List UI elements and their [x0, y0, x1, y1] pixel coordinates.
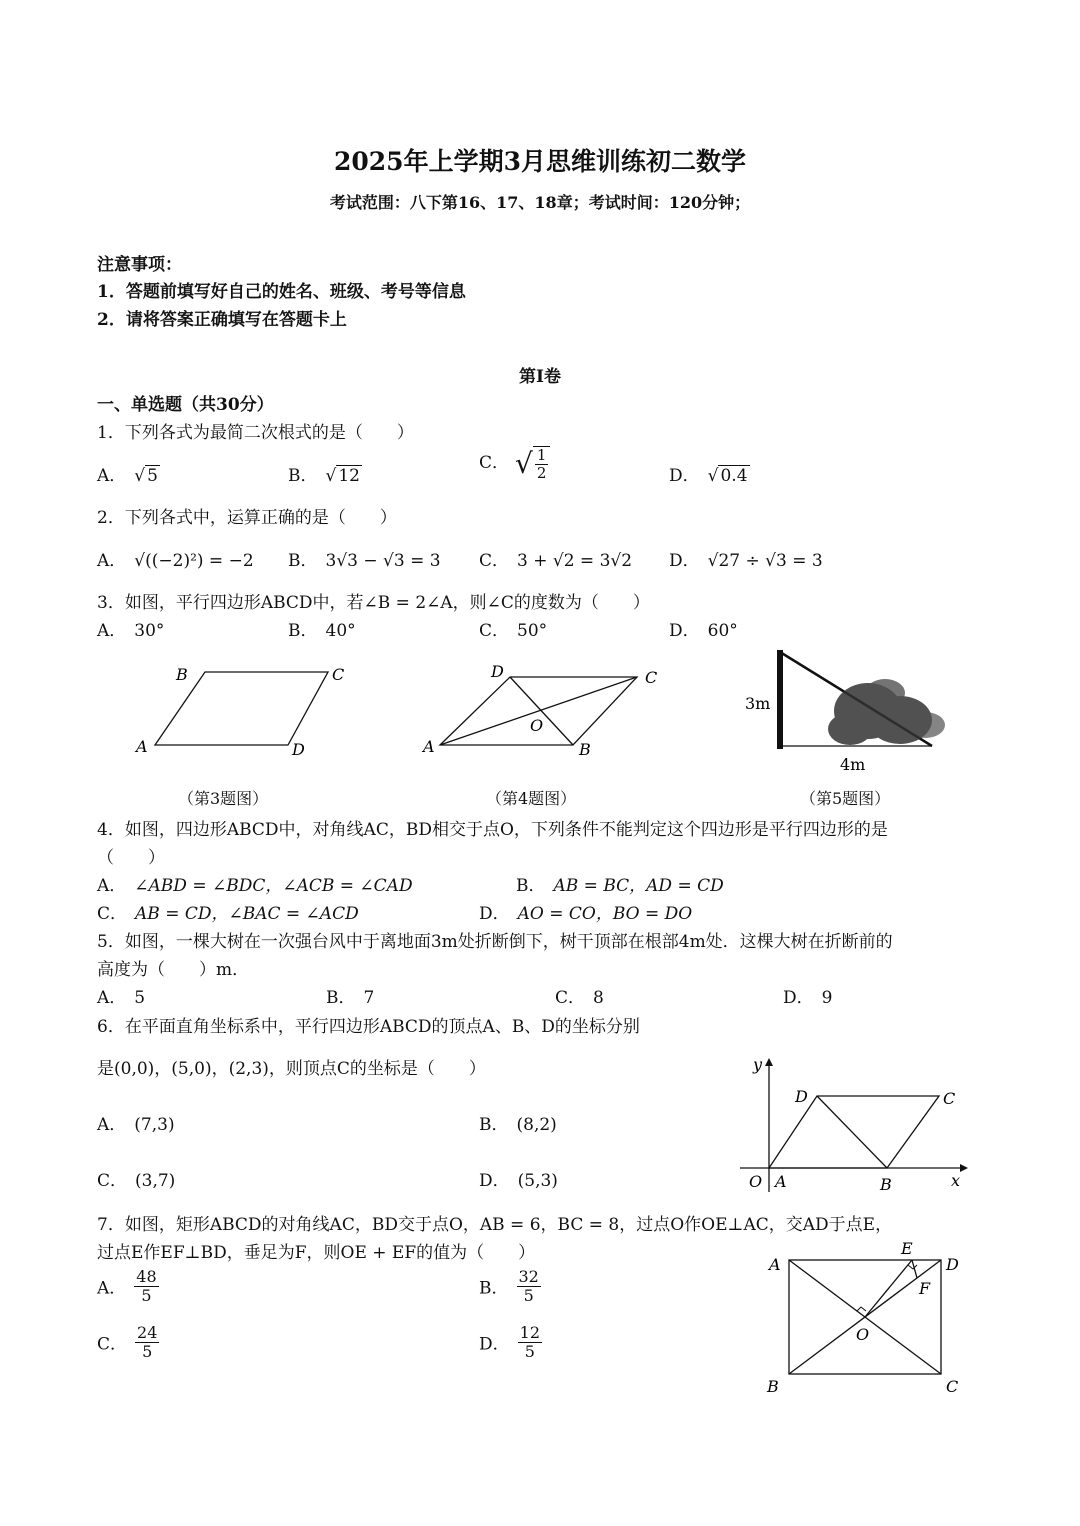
fig7-label-b: B — [767, 1377, 779, 1396]
fig6-label-o: O — [749, 1172, 763, 1191]
fig7-label-c: C — [946, 1377, 959, 1396]
fig4-label-o: O — [530, 716, 544, 735]
q5-option-a: A． 5 — [97, 988, 146, 1008]
q6-option-a: A． (7,3) — [97, 1115, 175, 1135]
fig6-label-c: C — [943, 1089, 956, 1108]
q3-option-d: D． 60° — [669, 621, 738, 641]
figure-4-quadrilateral — [415, 655, 675, 765]
fig3-label-c: C — [332, 665, 345, 684]
caption-fig-5: （第5题图） — [800, 789, 891, 808]
figure-3-parallelogram — [120, 650, 360, 765]
q6-option-b: B． (8,2) — [479, 1115, 557, 1135]
fig7-label-f: F — [919, 1279, 931, 1298]
fig6-label-d: D — [795, 1087, 808, 1106]
fig3-label-b: B — [176, 665, 188, 684]
question-3-stem: 3．如图，平行四边形ABCD中，若∠B = 2∠A，则∠C的度数为（ ） — [97, 593, 650, 613]
q1-option-a: A． √ 5 — [97, 466, 158, 486]
fig6-label-b: B — [880, 1175, 892, 1194]
q1-a-radicand: 5 — [147, 466, 158, 486]
note-item-2: 2．请将答案正确填写在答题卡上 — [97, 310, 347, 330]
q2-option-d: D． √27 ÷ √3 = 3 — [669, 551, 823, 571]
q4-option-d: D． AO = CO，BO = DO — [479, 904, 693, 924]
fig7-label-o: O — [856, 1325, 870, 1344]
fig6-label-x: x — [951, 1171, 961, 1190]
fig4-label-d: D — [491, 662, 504, 681]
question-7-stem-cont: 过点E作EF⊥BD，垂足为F，则OE + EF的值为（ ） — [97, 1243, 536, 1263]
caption-fig-3: （第3题图） — [178, 789, 269, 808]
page-title: 2025年上学期3月思维训练初二数学 — [334, 147, 746, 176]
q5-option-b: B． 7 — [326, 988, 375, 1008]
volume-label: 第I卷 — [519, 367, 561, 387]
q4-option-b: B． AB = BC，AD = CD — [516, 876, 724, 896]
q4-option-a: A． ∠ABD = ∠BDC，∠ACB = ∠CAD — [97, 876, 413, 896]
q3-option-c: C． 50° — [479, 621, 548, 641]
q2-option-c: C． 3 + √2 = 3√2 — [479, 551, 633, 571]
q1-option-b: B． √ 12 — [288, 466, 360, 486]
q7-option-a: A． $\frac{48}{5}$ — [97, 1267, 157, 1305]
fig4-label-b: B — [579, 740, 591, 759]
figure-5-broken-tree — [740, 645, 980, 777]
fig5-label-distance: 4m — [840, 755, 866, 774]
question-6-stem: 6．在平面直角坐标系中，平行四边形ABCD的顶点A、B、D的坐标分别 — [97, 1017, 640, 1037]
question-7-stem: 7．如图，矩形ABCD的对角线AC，BD交于点O，AB = 6，BC = 8，过点O作OE⊥AC，交AD于点E， — [97, 1215, 893, 1235]
question-5-stem: 5．如图，一棵大树在一次强台风中于离地面3m处折断倒下，树干顶部在根部4m处．这棵大树在折断前的 — [97, 932, 893, 952]
notes-heading: 注意事项： — [97, 255, 182, 275]
q5-option-d: D． 9 — [783, 988, 833, 1008]
figure-6-coordinate-plane — [735, 1052, 975, 1197]
section-title: 一、单选题（共30分） — [97, 395, 274, 415]
exam-scope: 考试范围：八下第16、17、18章；考试时间：120分钟； — [329, 193, 751, 212]
fig7-label-d: D — [946, 1255, 959, 1274]
q7-option-c: C． $\frac{24}{5}$ — [97, 1323, 158, 1361]
figure-7-rectangle — [755, 1236, 980, 1396]
fig4-label-c: C — [645, 668, 658, 687]
q5-option-c: C． 8 — [555, 988, 604, 1008]
q4-option-c: C． AB = CD，∠BAC = ∠ACD — [97, 904, 359, 924]
caption-fig-4: （第4题图） — [486, 789, 577, 808]
q7-option-d: D． $\frac{12}{5}$ — [479, 1323, 540, 1361]
question-4-stem: 4．如图，四边形ABCD中，对角线AC，BD相交于点O，下列条件不能判定这个四边形是平行四边形的是 — [97, 820, 888, 840]
question-5-stem-cont: 高度为（ ）m． — [97, 960, 250, 980]
q6-option-d: D． (5,3) — [479, 1171, 558, 1191]
q2-option-b: B． 3√3 − √3 = 3 — [288, 551, 441, 571]
q2-option-a: A． √((−2)²) = −2 — [97, 551, 254, 571]
note-item-1: 1．答题前填写好自己的姓名、班级、考号等信息 — [97, 282, 466, 302]
fig7-label-e: E — [901, 1239, 913, 1258]
fig4-label-a: A — [423, 737, 435, 756]
question-2-stem: 2．下列各式中，运算正确的是（ ） — [97, 508, 397, 528]
fig6-label-y: y — [753, 1055, 763, 1074]
tree-crown-icon — [828, 679, 945, 745]
q1-option-d: D． √ 0.4 — [669, 466, 748, 486]
q7-option-b: B． $\frac{32}{5}$ — [479, 1267, 539, 1305]
q6-option-c: C． (3,7) — [97, 1171, 176, 1191]
q3-option-b: B． 40° — [288, 621, 356, 641]
q1-option-c: C． √ $\frac{1}{2}$ — [479, 446, 550, 481]
question-4-stem-cont: （ ） — [97, 848, 165, 868]
question-6-stem-cont: 是(0,0)，(5,0)，(2,3)，则顶点C的坐标是（ ） — [97, 1059, 486, 1079]
fig6-label-a: A — [775, 1172, 787, 1191]
fig3-label-d: D — [292, 740, 305, 759]
fig5-label-height: 3m — [745, 694, 771, 713]
fig3-label-a: A — [136, 737, 148, 756]
q3-option-a: A． 30° — [97, 621, 165, 641]
question-1-stem: 1．下列各式为最简二次根式的是（ ） — [97, 423, 414, 443]
fig7-label-a: A — [769, 1255, 781, 1274]
